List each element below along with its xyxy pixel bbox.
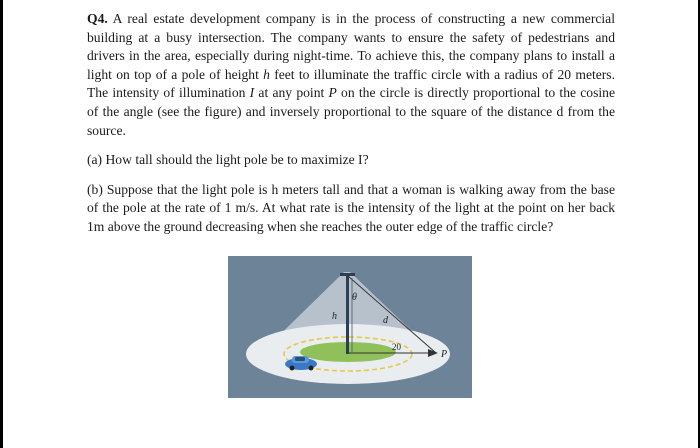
- part-b: (b) Suppose that the light pole is h meters tall and that a woman is walking away from the base of the pole at the rate of 1 m/s. At what rate is the intensity of the light at the point on her back 1m above the ground decreasing when she reaches the outer edge of the traffic circle?: [87, 181, 615, 234]
- label-d: d: [383, 315, 388, 326]
- part-a: (a) How tall should the light pole be to maximize I?: [87, 152, 369, 168]
- light-pole: [346, 274, 349, 354]
- var-p: P: [328, 85, 337, 101]
- left-border: [0, 0, 3, 448]
- var-i: I: [249, 85, 255, 101]
- figure-svg: [228, 256, 472, 398]
- label-theta: θ: [352, 292, 357, 303]
- question-intro: Q4. A real estate development company is in the process of constructing a new commercial building at a busy intersection. The company wants to ensure the safety of pedestrians and drivers in the area, especially during night-time. To achieve this, the company plans to install a light on top of a pole of height h feet to illuminate the traffic circle with a radius of 20 meters. The intensity of illumination I at any point P on the circle is directly proportional to the cosine of the angle (see the figure) and inversely proportional to the square of the distance d from the source.: [87, 11, 615, 138]
- lamp-head: [340, 273, 355, 276]
- label-h: h: [332, 311, 337, 322]
- label-radius: 20: [392, 342, 401, 352]
- label-p: P: [441, 349, 448, 360]
- question-text: [87, 10, 615, 248]
- light-pole-figure: [228, 256, 472, 398]
- var-h: h: [263, 66, 270, 82]
- question-label: Q4.: [87, 11, 108, 26]
